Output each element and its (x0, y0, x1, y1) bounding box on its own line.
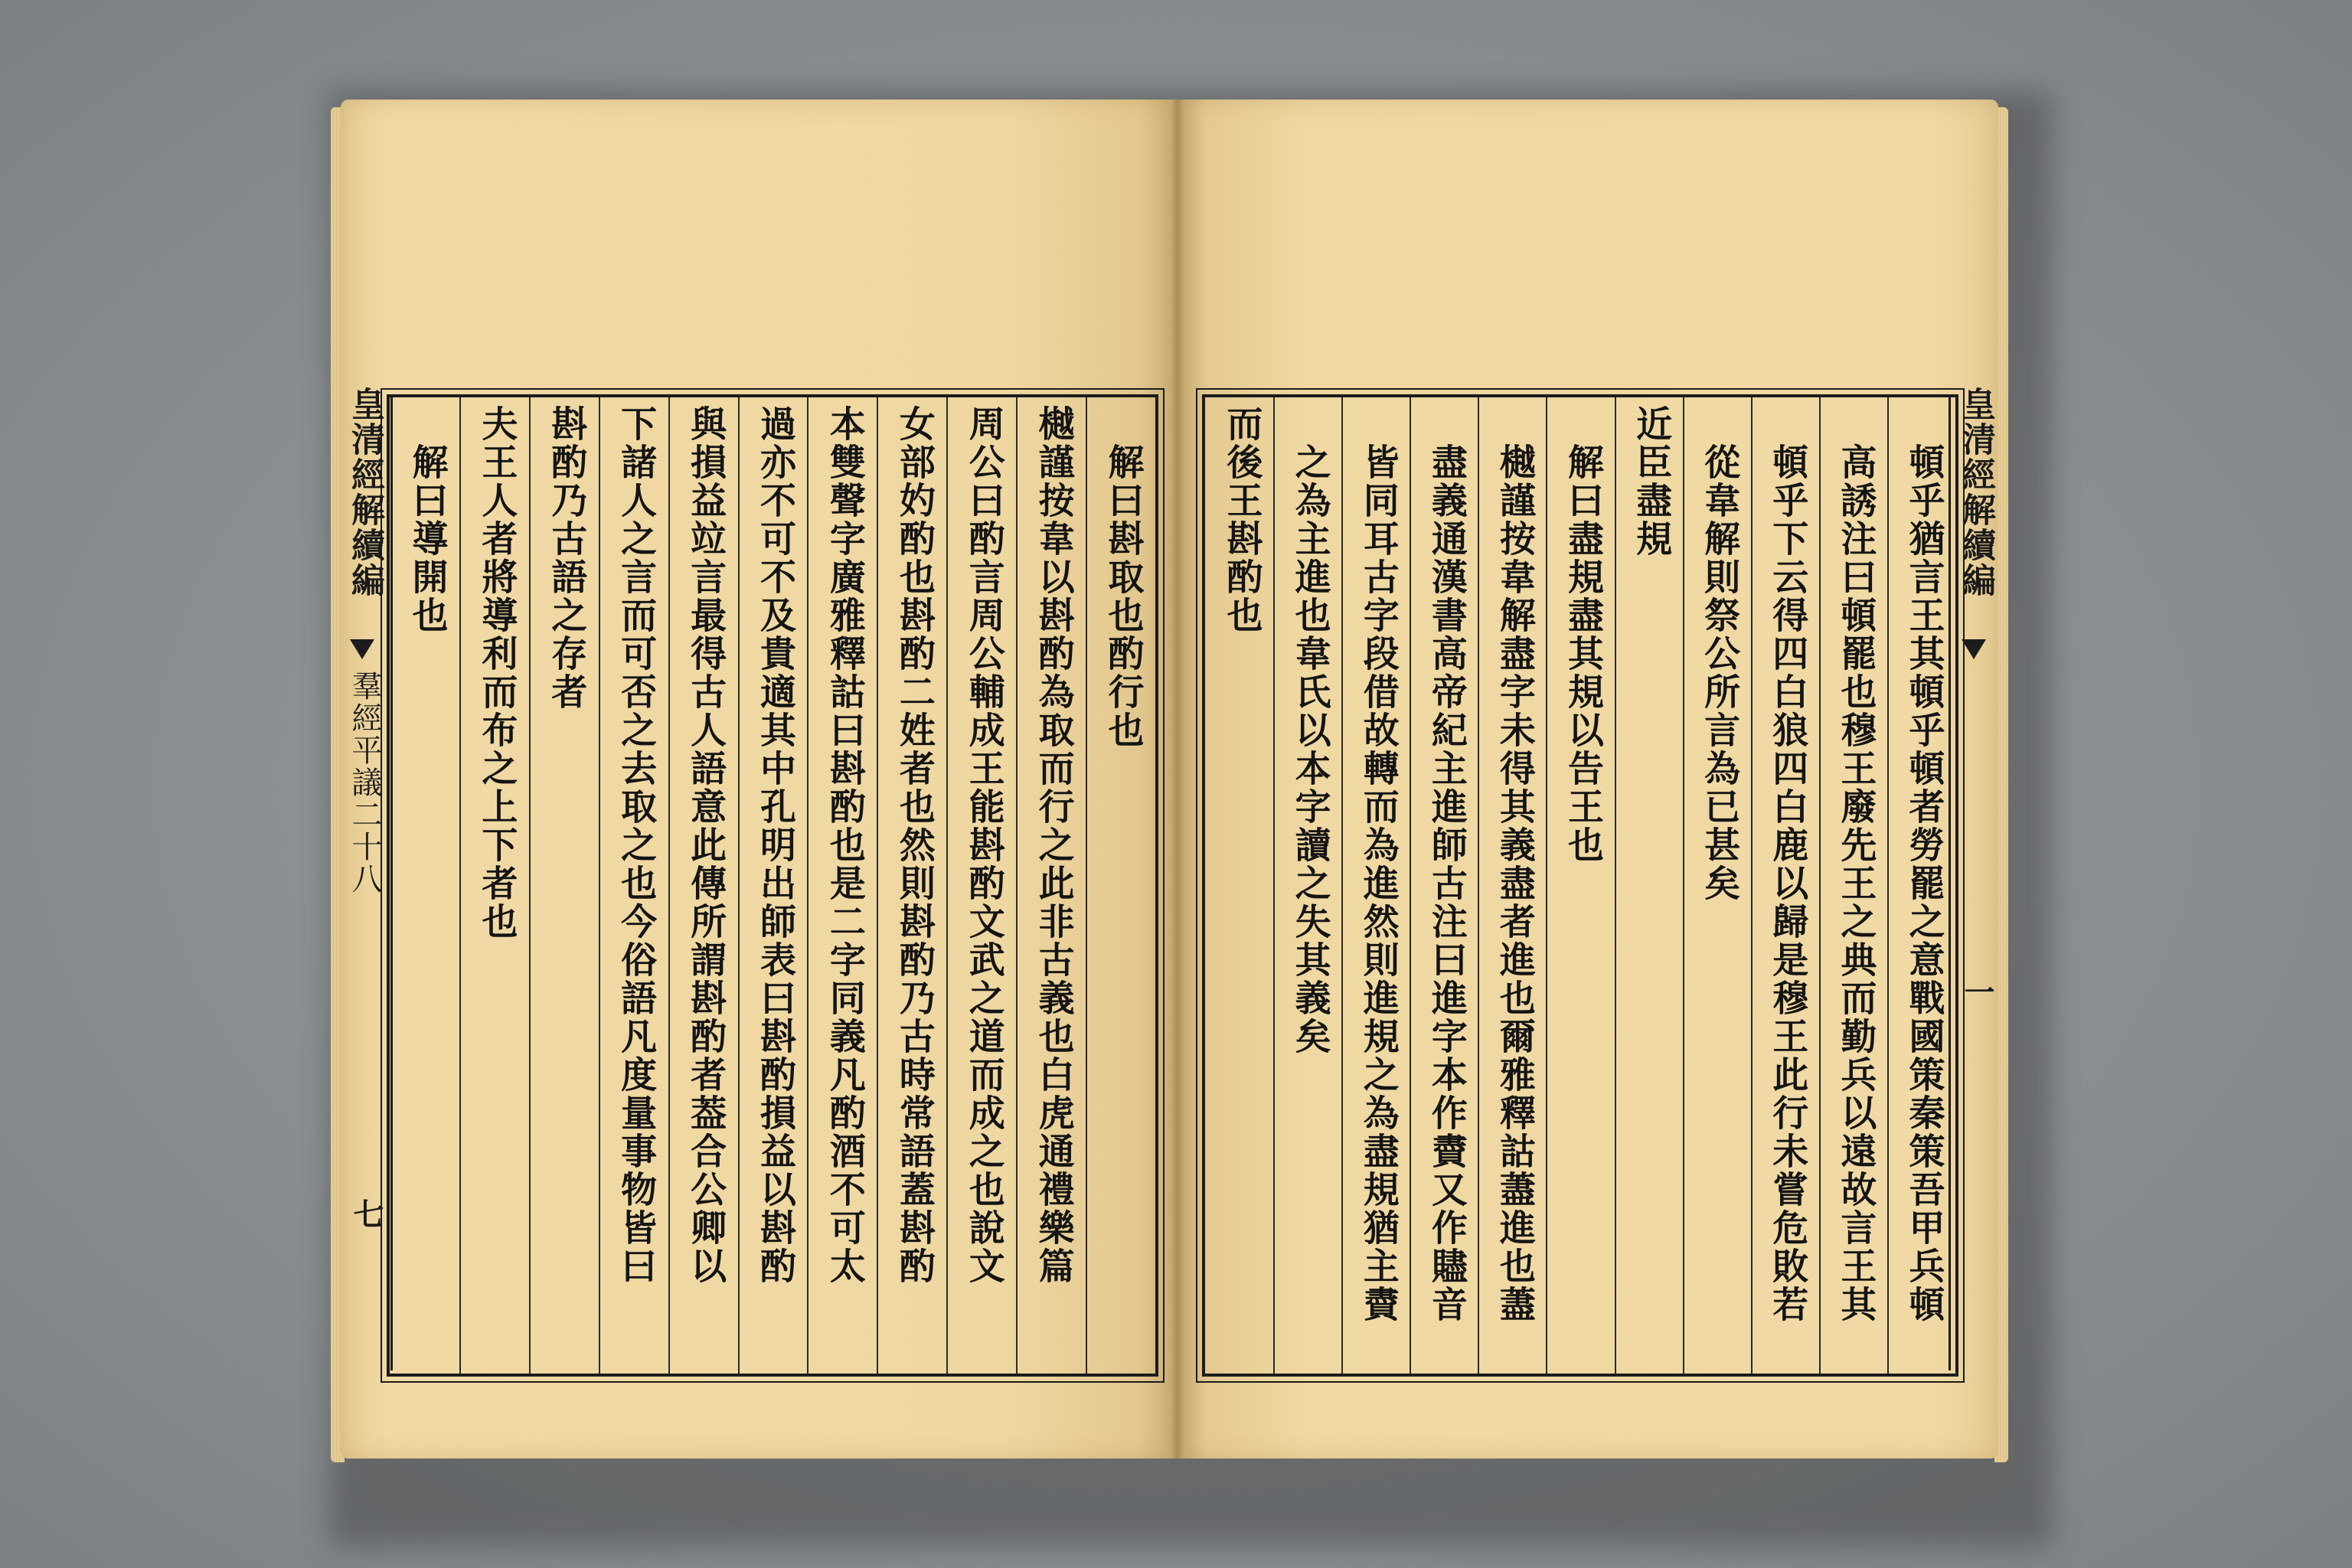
left-column-rule (807, 397, 808, 1374)
right-text-column: 近臣盡規 (1630, 405, 1673, 558)
right-text-column: 皆同耳古字段借故轉而為進然則進規之為盡規猶主賮 (1357, 443, 1400, 1324)
right-text-column: 解曰盡規盡其規以告王也 (1562, 443, 1604, 864)
left-column-rule (738, 397, 740, 1374)
left-column-rule (946, 397, 948, 1374)
right-column-rule (1410, 397, 1411, 1374)
right-text-column: 高誘注曰頓罷也穆王廢先王之典而勤兵以遠故言王其 (1834, 443, 1877, 1324)
left-column-rule (529, 397, 531, 1374)
right-text-column: 而後王斟酌也 (1220, 405, 1263, 635)
left-text-block (387, 394, 1158, 1377)
right-text-column: 頓乎猶言王其頓乎頓者勞罷之意戰國策秦策吾甲兵頓 (1903, 443, 1945, 1324)
right-text-column: 頓乎下云得四白狼四白鹿以歸是穆王此行未嘗危敗若 (1766, 443, 1809, 1324)
left-text-column: 周公曰酌言周公輔成王能斟酌文武之道而成之也說文 (962, 405, 1005, 1285)
right-fold-title: 皇清經解續編 (1956, 387, 1995, 598)
left-column-rule (668, 397, 670, 1374)
book-gutter (1170, 100, 1185, 1459)
left-text-column: 解曰斟取也酌行也 (1102, 443, 1145, 750)
left-text-column: 本雙聲字廣雅釋詁曰斟酌也是二字同義凡酌酒不可太 (823, 405, 866, 1285)
left-text-column: 樾謹按韋以斟酌為取而行之此非古義也白虎通禮樂篇 (1032, 405, 1075, 1285)
left-fold-column (337, 387, 393, 1370)
left-column-rule (459, 397, 461, 1374)
right-fold-folio: 一 (1959, 976, 1995, 1008)
right-column-rule (1546, 397, 1547, 1374)
left-text-column: 夫王人者將導利而布之上下者也 (475, 405, 518, 941)
left-column-rule (1086, 397, 1087, 1374)
left-column-rule (599, 397, 600, 1374)
right-text-column: 從韋解則祭公所言為已甚矣 (1698, 443, 1741, 903)
right-column-rule (1478, 397, 1479, 1374)
right-column-rule (1819, 397, 1821, 1374)
right-column-rule (1751, 397, 1753, 1374)
left-fold-folio: 七 (348, 1198, 384, 1230)
right-text-block (1202, 394, 1958, 1377)
left-column-rule (1016, 397, 1018, 1374)
left-text-column: 與損益竝言最得古人語意此傳所謂斟酌者葢合公卿以 (684, 405, 727, 1285)
right-column-rule (1273, 397, 1275, 1374)
right-fold-fishtail (1962, 639, 1986, 659)
left-text-column: 解曰導開也 (406, 443, 449, 635)
right-column-rule (1615, 397, 1616, 1374)
right-fold-column (1949, 387, 2001, 1370)
left-text-column: 斟酌乃古語之存者 (545, 405, 588, 711)
left-text-column: 下諸人之言而可否之去取之也今俗語凡度量事物皆曰 (615, 405, 658, 1285)
left-fold-title: 皇清經解續編 (345, 387, 384, 598)
left-fold-fishtail (350, 639, 374, 659)
right-text-column: 盡義通漢書高帝紀主進師古注曰進字本作賮又作贐音 (1425, 443, 1468, 1324)
left-column-rule (877, 397, 878, 1374)
right-text-column: 樾謹按韋解盡字未得其義盡者進也爾雅釋詁藎進也藎 (1493, 443, 1536, 1324)
right-column-rule (1887, 397, 1889, 1374)
right-column-rule (1341, 397, 1343, 1374)
left-text-column: 女部妁酌也斟酌二姓者也然則斟酌乃古時常語蓋斟酌 (893, 405, 936, 1285)
right-text-column: 之為主進也韋氏以本字讀之失其義矣 (1289, 443, 1331, 1056)
left-fold-section: 羣經平議二十八 (347, 670, 382, 895)
left-text-column: 過亦不可不及貴適其中孔明出師表曰斟酌損益以斟酌 (754, 405, 796, 1285)
right-column-rule (1683, 397, 1684, 1374)
